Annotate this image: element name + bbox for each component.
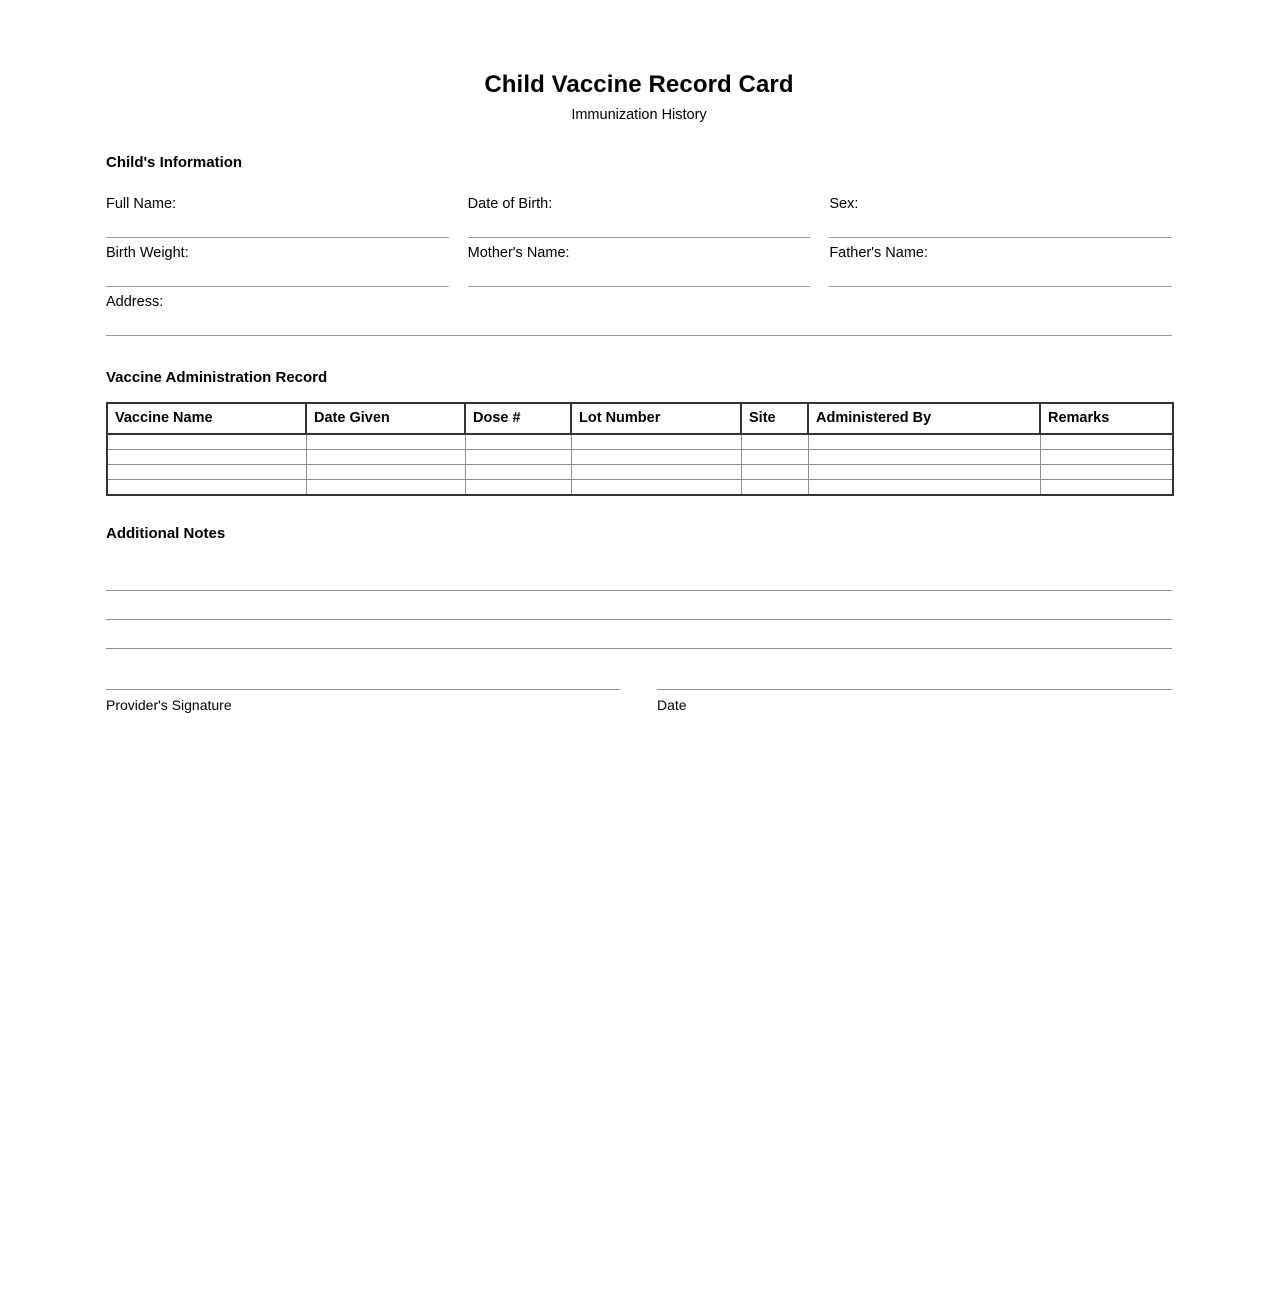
page-title: Child Vaccine Record Card [484,71,794,98]
vaccine-record-heading: Vaccine Administration Record [106,368,328,386]
field-label-full-name: Full Name: [106,195,177,212]
page-subtitle: Immunization History [571,107,707,124]
table-cell-date-given[interactable] [306,450,465,465]
field-date-of-birth[interactable] [468,189,811,238]
field-label-birth-weight: Birth Weight: [106,244,189,261]
notes-line[interactable] [106,562,1172,591]
field-label-fathers-name: Father's Name: [829,244,928,261]
table-cell-site[interactable] [741,434,808,450]
table-header-row [107,403,1173,434]
table-row[interactable] [107,450,1173,465]
field-label-sex: Sex: [829,195,859,212]
table-cell-date-given[interactable] [306,480,465,496]
table-cell-remarks[interactable] [1040,480,1173,496]
table-cell-site[interactable] [741,465,808,480]
column-header-date-given: Date Given [306,403,465,434]
table-row[interactable] [107,465,1173,480]
table-cell-dose-number[interactable] [465,465,571,480]
table-cell-vaccine-name[interactable] [107,480,306,496]
table-cell-remarks[interactable] [1040,465,1173,480]
column-header-dose-number: Dose # [465,403,571,434]
column-header-remarks: Remarks [1040,403,1173,434]
provider-signature-field[interactable] [106,689,620,713]
column-header-vaccine-name: Vaccine Name [107,403,306,434]
table-cell-vaccine-name[interactable] [107,465,306,480]
field-mothers-name[interactable] [468,238,811,287]
signature-section [106,689,1172,713]
notes-line[interactable] [106,591,1172,620]
field-label-date-of-birth: Date of Birth: [467,195,553,212]
table-cell-dose-number[interactable] [465,450,571,465]
table-cell-administered-by[interactable] [808,434,1040,450]
table-cell-administered-by[interactable] [808,465,1040,480]
child-information-fields [106,189,1172,336]
table-cell-date-given[interactable] [306,434,465,450]
table-cell-vaccine-name[interactable] [107,434,306,450]
field-sex[interactable] [829,189,1172,238]
table-row[interactable] [107,480,1173,496]
table-cell-vaccine-name[interactable] [107,450,306,465]
table-cell-remarks[interactable] [1040,434,1173,450]
signature-date-field[interactable] [657,689,1172,713]
table-cell-site[interactable] [741,480,808,496]
table-cell-administered-by[interactable] [808,450,1040,465]
table-cell-lot-number[interactable] [571,480,741,496]
column-header-lot-number: Lot Number [571,403,741,434]
table-cell-site[interactable] [741,450,808,465]
table-cell-remarks[interactable] [1040,450,1173,465]
table-row[interactable] [107,434,1173,450]
table-cell-dose-number[interactable] [465,434,571,450]
column-header-administered-by: Administered By [808,403,1040,434]
child-information-heading: Child's Information [106,154,243,172]
column-header-site: Site [741,403,808,434]
signature-date-label: Date [657,696,687,713]
table-cell-lot-number[interactable] [571,450,741,465]
additional-notes-lines [106,562,1172,649]
table-cell-lot-number[interactable] [571,434,741,450]
table-cell-dose-number[interactable] [465,480,571,496]
field-birth-weight[interactable] [106,238,449,287]
field-label-address: Address: [106,293,164,310]
table-cell-administered-by[interactable] [808,480,1040,496]
table-cell-lot-number[interactable] [571,465,741,480]
field-label-mothers-name: Mother's Name: [467,244,570,261]
notes-line[interactable] [106,620,1172,649]
provider-signature-label: Provider's Signature [106,696,232,713]
field-full-name[interactable] [106,189,449,238]
additional-notes-heading: Additional Notes [106,525,226,542]
field-fathers-name[interactable] [829,238,1172,287]
vaccine-administration-table [106,402,1174,496]
field-address[interactable] [106,287,1172,336]
table-cell-date-given[interactable] [306,465,465,480]
